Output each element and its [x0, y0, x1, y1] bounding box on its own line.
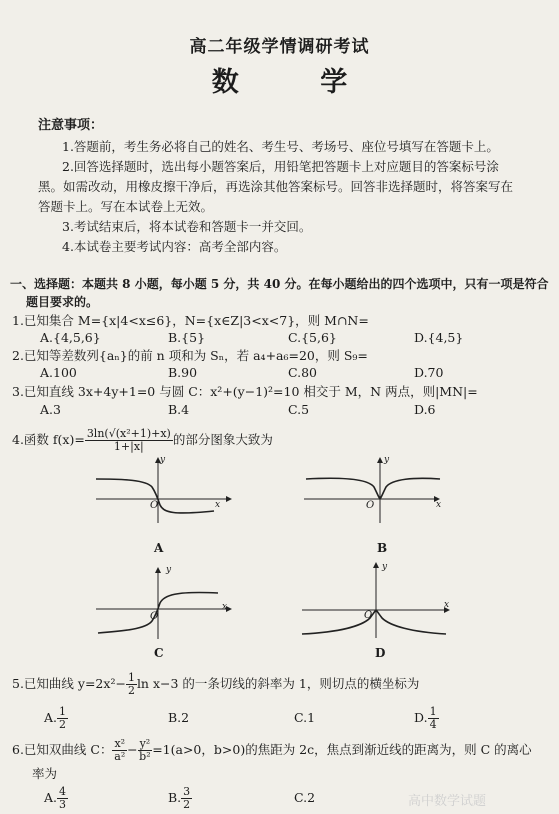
question-5-frac-den: 2	[127, 684, 135, 697]
question-2-option-b: B.90	[168, 365, 198, 380]
question-5-option-d-fraction	[428, 706, 439, 731]
graph-d	[300, 560, 450, 640]
question-6-fraction-1	[112, 738, 127, 763]
question-5-option-a	[44, 706, 68, 731]
question-6-f1-num: x²	[114, 737, 126, 750]
question-5-option-a-label: A.	[44, 710, 58, 725]
question-6-line-2: 率为	[32, 766, 58, 781]
question-1-option-d: D.{4,5}	[414, 330, 464, 345]
question-5-suffix: ln x−3 的一条切线的斜率为 1，则切点的横坐标为	[136, 676, 420, 691]
graph-b-label: B	[377, 541, 388, 555]
question-3-option-b: B.4	[168, 402, 190, 417]
question-6-f1-den: a²	[114, 750, 126, 763]
question-5-option-b: B.2	[168, 710, 190, 725]
graph-c-x-label: x	[222, 602, 228, 612]
question-5-option-a-fraction	[57, 706, 68, 731]
question-5-fraction	[126, 672, 137, 697]
question-6-option-a-fraction	[57, 786, 68, 811]
question-6-option-b	[168, 786, 192, 811]
question-1-stem: 1.已知集合 M={x|4<x≤6}，N={x∈Z|3<x<7}，则 M∩N=	[12, 313, 369, 328]
question-5-option-d-label: D.	[414, 710, 428, 725]
graph-b	[302, 455, 442, 525]
watermark: 高中数学试题	[408, 794, 487, 809]
question-6-prefix: 6.已知双曲线 C：	[12, 742, 113, 757]
question-4-numerator: 3ln(√(x²+1)+x)	[86, 427, 171, 440]
graph-d-x-label: x	[444, 600, 450, 610]
graph-b-x-label: x	[436, 500, 442, 510]
question-5-option-c: C.1	[294, 710, 316, 725]
graph-c-origin: O	[150, 611, 159, 622]
question-6-minus: −	[127, 742, 138, 757]
question-6-suffix: =1(a>0，b>0)的焦距为 2c，焦点到渐近线的距离为	[152, 742, 452, 757]
question-6-f2-den: b²	[139, 750, 151, 763]
question-2-stem: 2.已知等差数列{aₙ}的前 n 项和为 Sₙ，若 a₄+a₆=20，则 S₉=	[12, 348, 368, 363]
notice-line-5: 3.考试结束后，将本试卷和答题卡一并交回。	[62, 219, 312, 234]
question-4-stem	[12, 428, 273, 453]
question-5-option-d-den: 4	[429, 718, 437, 731]
notice-line-1: 1.答题前，考生务必将自己的姓名、考生号、考场号、座位号填写在答题卡上。	[62, 139, 499, 154]
question-4-prefix: 4.函数 f(x)=	[12, 432, 85, 447]
notice-line-4: 答题卡上。写在本试卷上无效。	[38, 199, 214, 214]
question-5-stem	[12, 672, 419, 697]
question-6-option-b-label: B.	[168, 790, 182, 805]
question-6-option-a-num: 4	[59, 785, 67, 798]
graph-a	[94, 455, 234, 525]
question-1-option-a: A.{4,5,6}	[40, 330, 101, 345]
question-3-stem: 3.已知直线 3x+4y+1=0 与圆 C：x²+(y−1)²=10 相交于 M，N 两点，则|MN|=	[12, 384, 478, 399]
question-6-option-a	[44, 786, 68, 811]
question-5-frac-num: 1	[127, 671, 135, 684]
notice-line-2: 2.回答选择题时，选出每小题答案后，用铅笔把答题卡上对应题目的答案标号涂	[62, 159, 499, 174]
question-6-fraction-2	[138, 738, 153, 763]
question-1-option-c: C.{5,6}	[288, 330, 337, 345]
graph-a-y-label: y	[160, 455, 166, 465]
question-3-option-a: A.3	[40, 402, 61, 417]
question-6-tail: ，则 C 的离心	[451, 742, 532, 757]
question-2-option-a: A.100	[40, 365, 77, 380]
graph-c-label: C	[154, 646, 164, 660]
question-3-option-c: C.5	[288, 402, 310, 417]
graph-c-y-label: y	[166, 565, 172, 575]
question-6-option-b-den: 2	[183, 798, 191, 811]
question-6-option-b-fraction	[181, 786, 192, 811]
question-4-suffix: 的部分图象大致为	[172, 432, 273, 447]
question-2-option-d: D.70	[414, 365, 444, 380]
question-6-option-b-num: 3	[183, 785, 191, 798]
graph-b-origin: O	[366, 500, 375, 511]
graph-c	[94, 565, 234, 641]
question-6-option-a-den: 3	[59, 798, 67, 811]
graph-a-origin: O	[150, 500, 159, 511]
graph-a-label: A	[154, 541, 164, 555]
paper-title: 高二年级学情调研考试	[189, 37, 370, 57]
question-5-option-a-num: 1	[59, 705, 67, 718]
graph-d-label: D	[375, 646, 386, 660]
graph-d-origin: O	[364, 610, 373, 621]
graph-b-y-label: y	[384, 455, 390, 465]
question-5-prefix: 5.已知曲线 y=2x²−	[12, 676, 126, 691]
section-heading-1: 一、选择题：本题共 8 小题，每小题 5 分，共 40 分。在每小题给出的四个选项中，只有一项是符合	[10, 277, 549, 291]
paper-subject: 数 学	[211, 67, 384, 98]
question-4-fraction	[85, 428, 173, 453]
notice-line-3: 黑。如需改动，用橡皮擦干净后，再选涂其他答案标号。回答非选择题时，将答案写在	[38, 179, 514, 194]
question-6-option-a-label: A.	[44, 790, 58, 805]
question-2-option-c: C.80	[288, 365, 317, 380]
question-6-option-c: C.2	[294, 790, 316, 805]
notice-heading: 注意事项：	[38, 118, 104, 133]
question-6-f2-num: y²	[139, 737, 151, 750]
question-5-option-d-num: 1	[429, 705, 437, 718]
question-4-denominator: 1+|x|	[113, 440, 144, 453]
question-5-option-d	[414, 706, 439, 731]
question-3-option-d: D.6	[414, 402, 436, 417]
question-5-option-a-den: 2	[59, 718, 67, 731]
section-heading-2: 题目要求的。	[26, 295, 99, 309]
notice-line-6: 4.本试卷主要考试内容：高考全部内容。	[62, 239, 287, 254]
graph-d-y-label: y	[382, 562, 388, 572]
question-1-option-b: B.{5}	[168, 330, 206, 345]
graph-a-x-label: x	[215, 500, 221, 510]
question-6-stem	[12, 738, 532, 763]
